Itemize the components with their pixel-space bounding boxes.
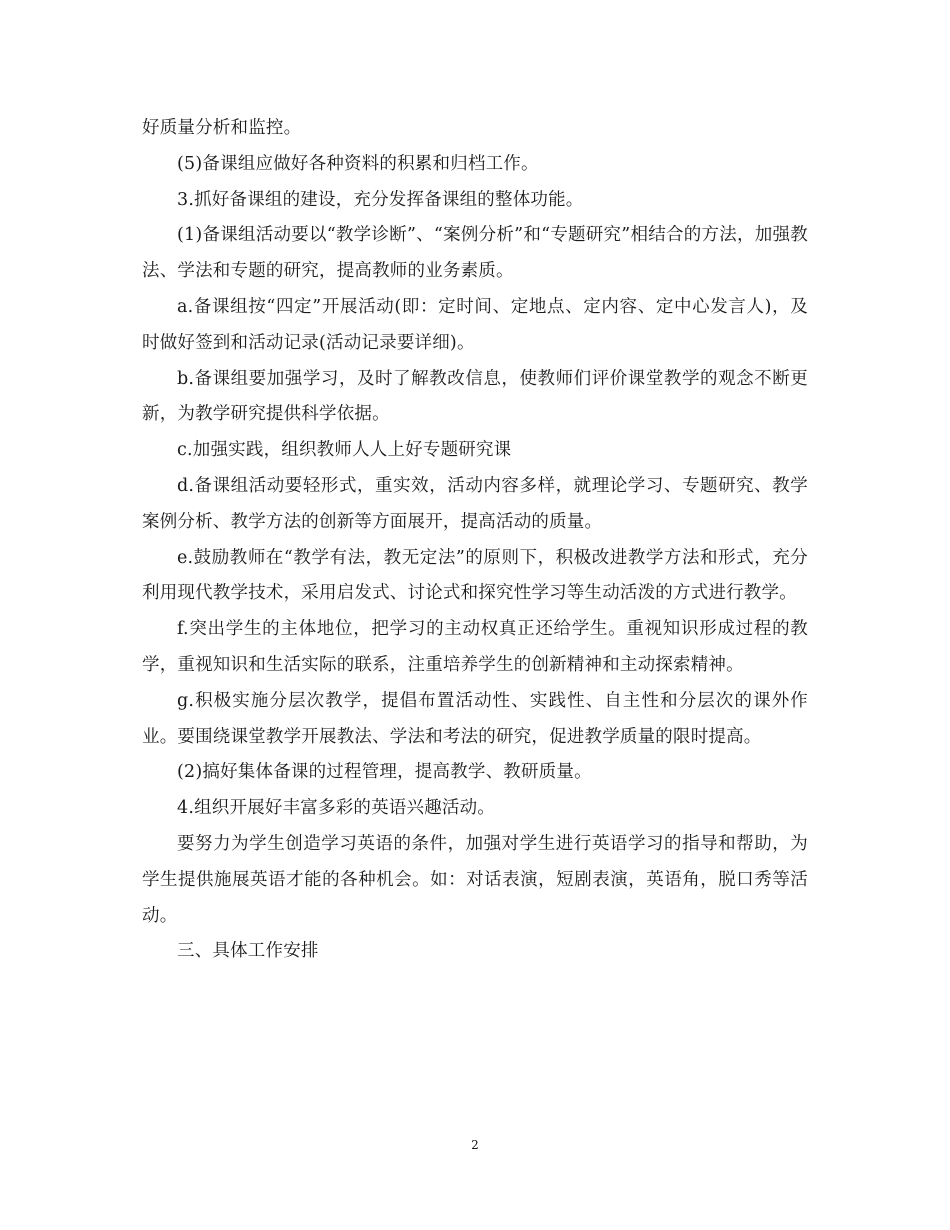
- paragraph: a.备课组按“四定”开展活动(即：定时间、定地点、定内容、定中心发言人)，及时做好签到和活动记录(活动记录要详细)。: [142, 296, 808, 353]
- paragraph: f.突出学生的主体地位，把学习的主动权真正还给学生。重视知识形成过程的教学，重视知识和生活实际的联系，注重培养学生的创新精神和主动探索精神。: [142, 619, 808, 675]
- page-number: 2: [471, 1138, 479, 1152]
- paragraph: 4.组织开展好丰富多彩的英语兴趣活动。: [177, 798, 495, 819]
- document-body: [142, 111, 808, 970]
- section-heading: 三、具体工作安排: [177, 941, 319, 962]
- paragraph: g.积极实施分层次教学，提倡布置活动性、实践性、自主性和分层次的课外作业。要围绕课堂教学开展教法、学法和考法的研究，促进教学质量的限时提高。: [142, 690, 808, 747]
- paragraph: e.鼓励教师在“教学有法，教无定法”的原则下，积极改进教学方法和形式，充分利用现代教学技术，采用启发式、讨论式和探究性学习等生动活泼的方式进行教学。: [142, 547, 808, 604]
- paragraph: b.备课组要加强学习，及时了解教改信息，使教师们评价课堂教学的观念不断更新，为教学研究提供科学依据。: [142, 368, 808, 425]
- paragraph: c.加强实践，组织教师人人上好专题研究课: [177, 440, 512, 461]
- paragraph: (1)备课组活动要以“教学诊断”、“案例分析”和“专题研究”相结合的方法，加强教法、学法和专题的研究，提高教师的业务素质。: [142, 225, 808, 282]
- paragraph: 好质量分析和监控。: [142, 118, 302, 138]
- paragraph: (5)备课组应做好各种资料的积累和归档工作。: [177, 153, 539, 174]
- paragraph: 3.抓好备课组的建设，充分发挥备课组的整体功能。: [177, 189, 584, 210]
- paragraph: 要努力为学生创造学习英语的条件，加强对学生进行英语学习的指导和帮助，为学生提供施展英语才能的各种机会。如：对话表演，短剧表演，英语角，脱口秀等活动。: [142, 833, 808, 926]
- paragraph: (2)搞好集体备课的过程管理，提高教学、教研质量。: [177, 762, 592, 783]
- paragraph: d.备课组活动要轻形式，重实效，活动内容多样，就理论学习、专题研究、教学案例分析、教学方法的创新等方面展开，提高活动的质量。: [142, 475, 808, 532]
